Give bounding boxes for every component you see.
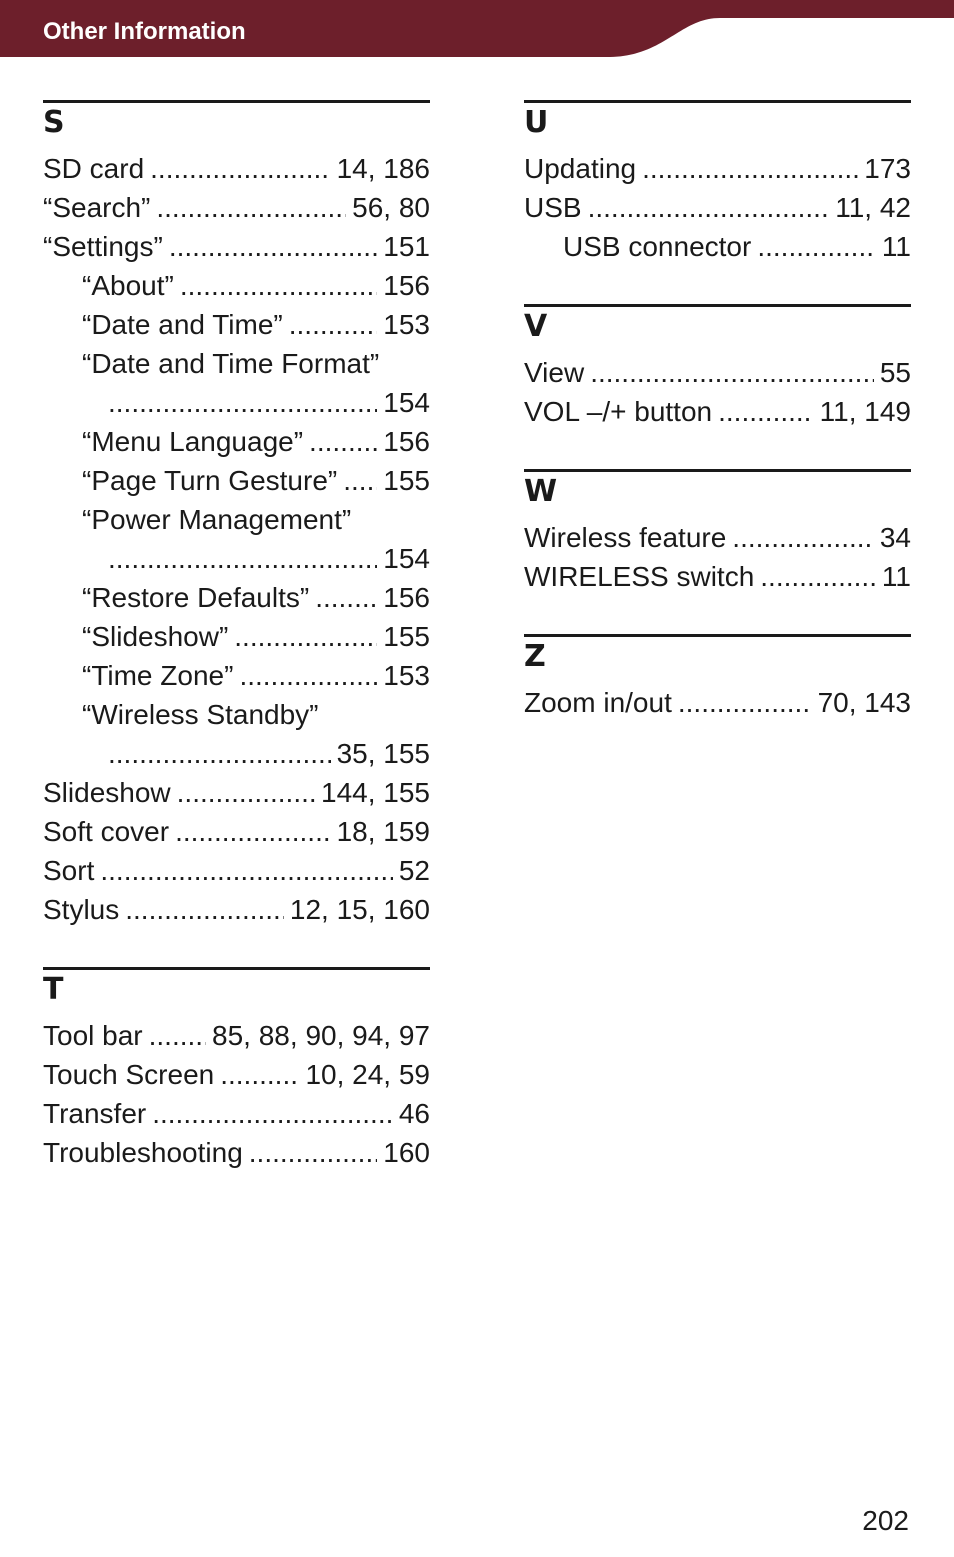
entry-pages: 11 [881,561,911,592]
entry-pages: 11, 42 [835,192,911,223]
entry-label: WIRELESS switch [524,561,755,592]
dot-leader [152,1094,393,1133]
entry-pages: 11 [881,231,911,262]
index-subentry [43,344,430,422]
entry-label: Slideshow [43,777,171,808]
index-column-left [43,100,430,1210]
entry-pages: 154 [383,543,430,574]
index-entry [43,227,430,266]
dot-leader [315,578,377,617]
index-entry [43,1055,430,1094]
entry-label: “Date and Time Format” [82,348,380,379]
entry-pages: 14, 186 [336,153,430,184]
entry-label: Touch Screen [43,1059,215,1090]
dot-leader [108,383,377,422]
entry-pages: 55 [879,357,911,388]
section-letter: S [43,105,65,140]
index-entry [524,557,911,596]
dot-leader [177,773,315,812]
dot-leader [590,353,874,392]
index-entry [524,518,911,557]
page-header [0,0,954,58]
entry-label: Soft cover [43,816,170,847]
dot-leader [108,734,331,773]
entry-label: “Date and Time” [82,309,283,340]
index-section-w [524,469,911,596]
index-subentry [43,695,430,773]
index-section-s [43,100,430,929]
entry-pages: 144, 155 [321,777,430,808]
entry-pages: 155 [383,621,430,652]
dot-leader [234,617,377,656]
entry-pages: 153 [383,660,430,691]
dot-leader [588,188,830,227]
entry-pages: 151 [383,231,430,262]
index-subentry [43,422,430,461]
dot-leader [108,539,377,578]
entry-pages: 85, 88, 90, 94, 97 [212,1020,430,1051]
index-entry [43,851,430,890]
entry-pages: 153 [383,309,430,340]
index-entry [524,149,911,188]
entry-label: “Page Turn Gesture” [82,465,338,496]
dot-leader [156,188,346,227]
index-entry [43,812,430,851]
index-entry [43,149,430,188]
entry-label: USB connector [563,231,752,262]
index-subentry [43,617,430,656]
index-section-z [524,634,911,722]
index-subentry [524,227,911,266]
entry-label: “About” [82,270,174,301]
section-letter: T [43,972,64,1007]
index-section-t [43,967,430,1172]
index-subentry [43,578,430,617]
entry-label: “Menu Language” [82,426,304,457]
index-subentry [43,656,430,695]
entry-label: “Power Management” [82,504,352,535]
dot-leader [175,812,331,851]
dot-leader [343,461,377,500]
entry-label: Tool bar [43,1020,143,1051]
entry-label: “Wireless Standby” [82,699,319,730]
entry-label: “Time Zone” [82,660,234,691]
dot-leader [732,518,874,557]
entry-pages: 56, 80 [352,192,430,223]
index-entry [43,890,430,929]
entry-label: VOL –/+ button [524,396,713,427]
dot-leader [180,266,377,305]
dot-leader [220,1055,299,1094]
page-number: 202 [862,1505,909,1536]
entry-label: Wireless feature [524,522,727,553]
dot-leader [100,851,392,890]
index-section-v [524,304,911,431]
entry-label: “Restore Defaults” [82,582,310,613]
entry-pages: 70, 143 [817,687,911,718]
entry-label: Stylus [43,894,120,925]
entry-pages: 173 [864,153,911,184]
dot-leader [678,683,812,722]
section-letter: Z [524,639,546,674]
index-entry [524,683,911,722]
entry-label: View [524,357,585,388]
entry-label: SD card [43,153,145,184]
dot-leader [169,227,377,266]
section-letter: U [524,105,549,140]
entry-label: Troubleshooting [43,1137,243,1168]
index-subentry [43,305,430,344]
entry-pages: 46 [398,1098,430,1129]
dot-leader [125,890,284,929]
entry-label: Updating [524,153,637,184]
dot-leader [149,1016,206,1055]
dot-leader [757,227,876,266]
index-section-u [524,100,911,266]
entry-label: “Settings” [43,231,163,262]
dot-leader [760,557,876,596]
entry-label: “Slideshow” [82,621,229,652]
dot-leader [239,656,377,695]
section-letter: V [524,309,548,344]
entry-label: Zoom in/out [524,687,672,718]
index-entry [524,188,911,227]
entry-pages: 156 [383,270,430,301]
dot-leader [249,1133,378,1172]
index-entry [43,773,430,812]
index-column-right [524,100,911,760]
entry-label: “Search” [43,192,151,223]
index-entry [43,1016,430,1055]
entry-pages: 10, 24, 59 [305,1059,430,1090]
entry-pages: 35, 155 [336,738,430,769]
entry-label: USB [524,192,582,223]
entry-pages: 34 [879,522,911,553]
entry-pages: 156 [383,426,430,457]
entry-label: Sort [43,855,95,886]
dot-leader [718,392,814,431]
entry-pages: 11, 149 [819,396,911,427]
entry-pages: 160 [383,1137,430,1168]
index-entry [43,188,430,227]
entry-pages: 18, 159 [336,816,430,847]
entry-pages: 155 [383,465,430,496]
section-letter: W [524,474,558,509]
index-entry [524,353,911,392]
entry-label: Transfer [43,1098,147,1129]
entry-pages: 12, 15, 160 [289,894,430,925]
index-entry [43,1094,430,1133]
index-subentry [43,266,430,305]
index-entry [43,1133,430,1172]
index-subentry [43,500,430,578]
index-subentry [43,461,430,500]
header-title: Other Information [43,18,246,45]
entry-pages: 156 [383,582,430,613]
entry-pages: 154 [383,387,430,418]
dot-leader [642,149,858,188]
index-entry [524,392,911,431]
dot-leader [150,149,330,188]
entry-pages: 52 [398,855,430,886]
dot-leader [289,305,378,344]
dot-leader [309,422,377,461]
